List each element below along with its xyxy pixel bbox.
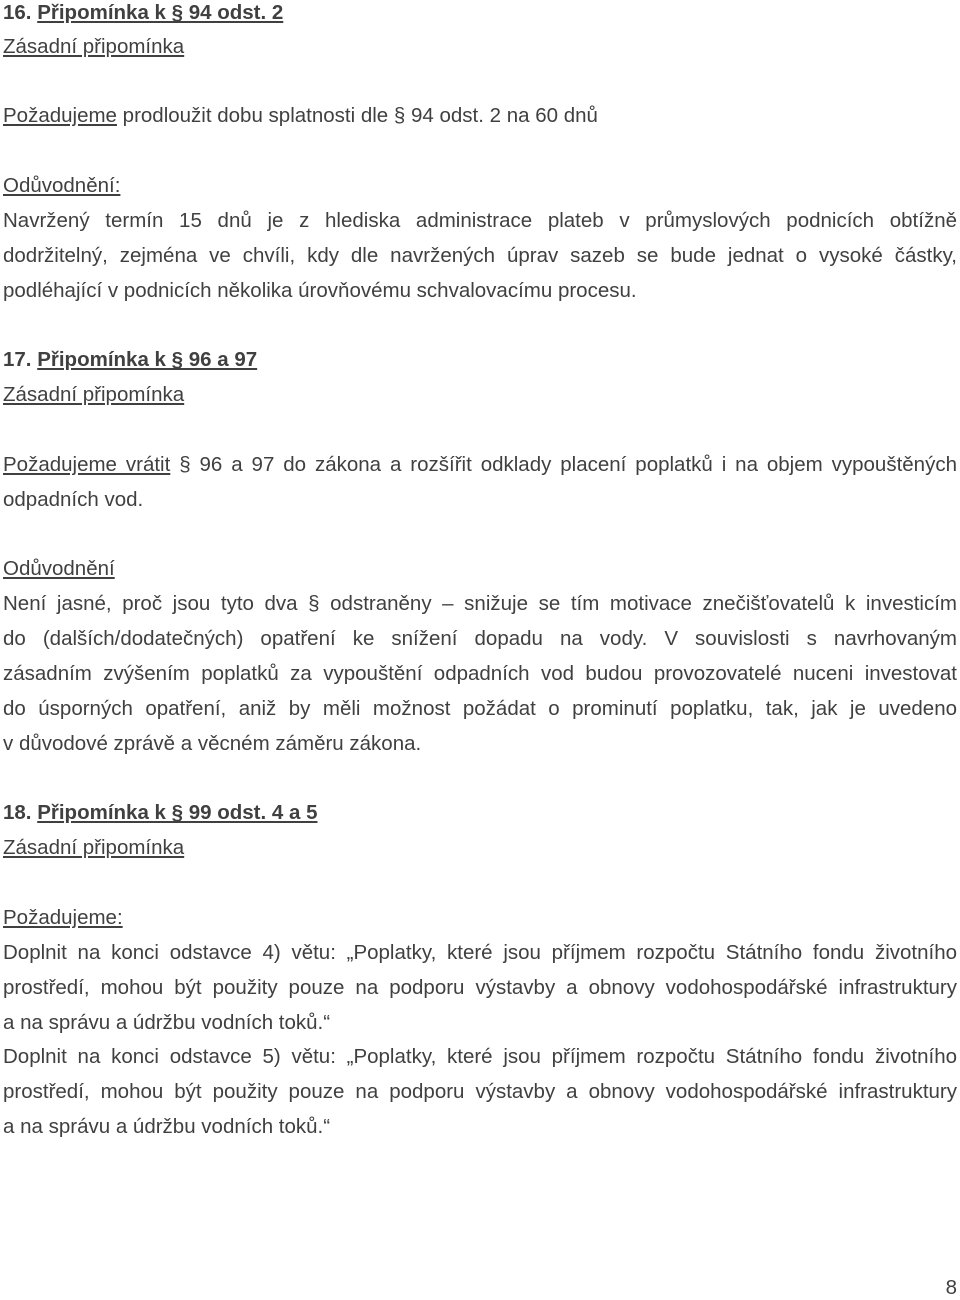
section-17-request — [3, 452, 957, 478]
request-line: prostředí, mohou být použity pouze na podporu výstavby a obnovy vodohospodářské infrastruktury — [3, 976, 957, 999]
request-text: § 96 a 97 do zákona a rozšířit odklady placení poplatků i na objem vypouštěných — [170, 453, 957, 476]
section-number: 16. — [3, 1, 32, 24]
justification-line: zásadním zvýšením poplatků za vypouštění odpadních vod budou provozovatelé nuceni investovat — [3, 662, 957, 685]
justification-line: do úsporných opatření, aniž by měli možnost požádat o prominutí poplatku, tak, jak je uvedeno — [3, 697, 957, 720]
page-number: 8 — [945, 1276, 957, 1299]
request-text-continued: odpadních vod. — [3, 488, 144, 511]
section-16-request — [3, 103, 598, 129]
justification-line: Navržený termín 15 dnů je z hlediska administrace plateb v průmyslových podnicích obtížně — [3, 209, 957, 232]
section-16-justification-label: Odůvodnění: — [3, 174, 121, 197]
request-text: prodloužit dobu splatnosti dle § 94 odst. 2 na 60 dnů — [116, 104, 598, 127]
section-18-type: Zásadní připomínka — [3, 836, 185, 859]
section-16-heading — [3, 0, 283, 26]
justification-line: Není jasné, proč jsou tyto dva § odstraněny – snižuje se tím motivace znečišťovatelů k investicím — [3, 592, 957, 615]
section-17-heading — [3, 347, 257, 373]
section-18-request-label: Požadujeme: — [3, 906, 123, 929]
request-label: Požadujeme — [3, 104, 117, 127]
section-number: 18. — [3, 801, 32, 824]
request-label: Požadujeme vrátit — [3, 453, 171, 476]
section-title: Připomínka k § 96 a 97 — [37, 348, 258, 371]
request-line: Doplnit na konci odstavce 5) větu: „Poplatky, které jsou příjmem rozpočtu Státního fondu životního — [3, 1045, 957, 1068]
section-17-type: Zásadní připomínka — [3, 383, 185, 406]
justification-line: v důvodové zprávě a věcném záměru zákona. — [3, 732, 422, 755]
request-line: a na správu a údržbu vodních toků.“ — [3, 1115, 331, 1138]
section-title: Připomínka k § 99 odst. 4 a 5 — [37, 801, 318, 824]
justification-line: dodržitelný, zejména ve chvíli, kdy dle navržených úprav sazeb se bude jednat o vysoké částky, — [3, 244, 957, 267]
justification-line: podléhající v podnicích několika úrovňovému schvalovacímu procesu. — [3, 279, 637, 302]
section-18-heading — [3, 800, 318, 826]
section-16-type: Zásadní připomínka — [3, 35, 185, 58]
section-17-justification-label: Odůvodnění — [3, 557, 115, 580]
request-line: Doplnit na konci odstavce 4) větu: „Poplatky, které jsou příjmem rozpočtu Státního fondu životního — [3, 941, 957, 964]
section-number: 17. — [3, 348, 32, 371]
request-line: a na správu a údržbu vodních toků.“ — [3, 1011, 331, 1034]
section-title: Připomínka k § 94 odst. 2 — [37, 1, 284, 24]
request-line: prostředí, mohou být použity pouze na podporu výstavby a obnovy vodohospodářské infrastruktury — [3, 1080, 957, 1103]
justification-line: do (dalších/dodatečných) opatření ke snížení dopadu na vody. V souvislosti s navrhovaným — [3, 627, 957, 650]
